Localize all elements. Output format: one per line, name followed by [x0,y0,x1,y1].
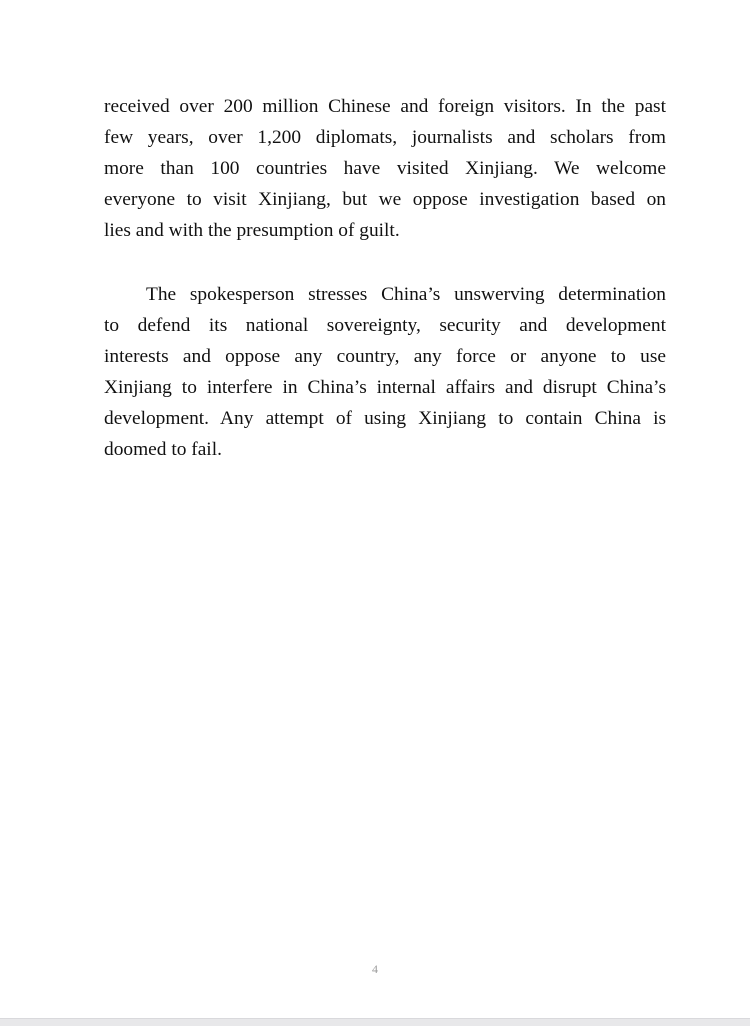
paragraph-line: more than 100 countries have visited Xinjiang. We welcome [104,158,666,179]
paragraph-line: doomed to fail. [104,439,222,460]
paragraph-line: to defend its national sovereignty, security and development [104,315,666,336]
paragraph-line: received over 200 million Chinese and foreign visitors. In the past [104,96,666,117]
paragraph-1 [104,91,666,246]
paragraph-line: development. Any attempt of using Xinjiang to contain China is [104,408,666,429]
paragraph-line: The spokesperson stresses China’s unswerving determination [146,284,666,305]
paragraph-2 [104,279,666,465]
paragraph-line: lies and with the presumption of guilt. [104,220,400,241]
page-number: 4 [372,962,378,976]
paragraph-line: Xinjiang to interfere in China’s internal affairs and disrupt China’s [104,377,666,398]
paragraph-line: few years, over 1,200 diplomats, journalists and scholars from [104,127,666,148]
paragraph-line: interests and oppose any country, any force or anyone to use [104,346,666,367]
paragraph-line: everyone to visit Xinjiang, but we oppose investigation based on [104,189,666,210]
